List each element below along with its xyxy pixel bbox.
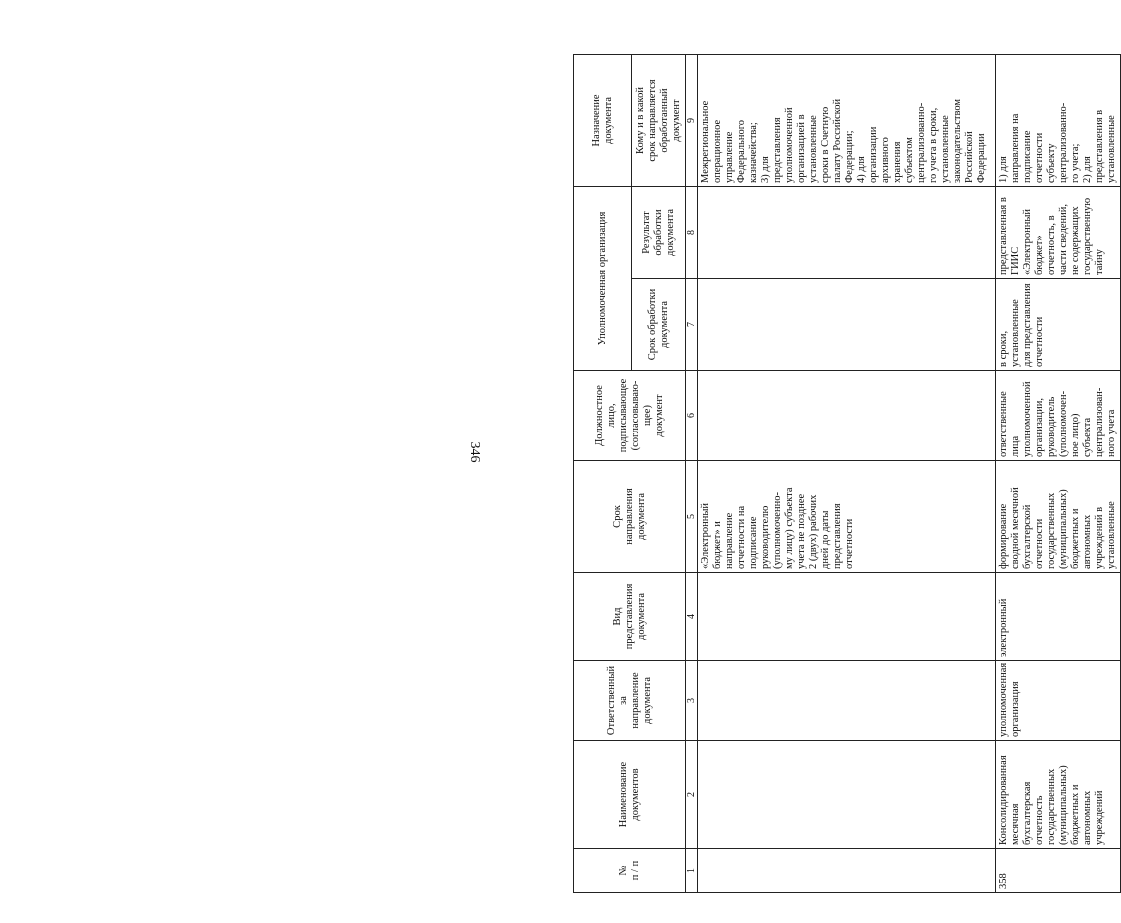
- column-number-8: 8: [686, 187, 698, 279]
- header-authorized-org-group: Уполномоченная организация: [574, 187, 632, 371]
- cell-deadline: «Электронный бюджет» и направление отчетности на подписание руководителю (уполномоченно- му лицу) субъекта учета не позднее 2 (двух) рабочих дней до даты представления отчетности: [698, 461, 996, 573]
- column-number-9: 9: [686, 55, 698, 187]
- page-number: 346: [467, 441, 482, 463]
- cell-document-name: Консолидированная месячная бухгалтерская отчетность государственных (муниципальных) бюджетных и автономных учреждений: [996, 741, 1121, 849]
- column-number-5: 5: [686, 461, 698, 573]
- column-number-7: 7: [686, 279, 698, 371]
- cell-processing-deadline: [698, 279, 996, 371]
- cell-responsible: уполномоченная организация: [996, 661, 1121, 741]
- column-number-4: 4: [686, 573, 698, 661]
- header-recipient: Кому и в какой срок направляется обработанный документ: [632, 55, 686, 187]
- cell-deadline: формирование сводной месячной бухгалтерской отчетности государственных (муниципальных) бюджетных и автономных учреждений в установленные: [996, 461, 1121, 573]
- cell-signing-official: [698, 371, 996, 461]
- column-number-2: 2: [686, 741, 698, 849]
- cell-number: 358: [996, 849, 1121, 893]
- header-number: № п / п: [574, 849, 686, 893]
- cell-processing-deadline: в сроки, установленные для представления отчетности: [996, 279, 1121, 371]
- cell-document-name: [698, 741, 996, 849]
- header-submission-type: Вид представления документа: [574, 573, 686, 661]
- cell-recipient: 1) для направления на подписание отчетности субъекту централизованно- го учета; 2) для представления в установленные: [996, 55, 1121, 187]
- table-row: [698, 55, 996, 893]
- cell-processing-result: представленная в ГИИС «Электронный бюджет» отчетность, в части сведений, не содержащих государственную тайну: [996, 187, 1121, 279]
- cell-submission-type: [698, 573, 996, 661]
- rotated-table-container: [573, 55, 1117, 893]
- cell-processing-result: [698, 187, 996, 279]
- cell-responsible: [698, 661, 996, 741]
- cell-recipient: Межрегиональное операционное управление Федерального казначейства; 3) для представления уполномоченной организацией в установленные сроки в Счетную палату Российской Федерации; 4) для организации архивного хранения субъектом централизованно- го учета в сроки, установленные законодательством Российской Федерации: [698, 55, 996, 187]
- header-document-purpose-group: Назначение документа: [574, 55, 632, 187]
- header-deadline: Срок направления документа: [574, 461, 686, 573]
- header-processing-deadline: Срок обработки документа: [632, 279, 686, 371]
- header-responsible: Ответственный за направление документа: [574, 661, 686, 741]
- cell-submission-type: электронный: [996, 573, 1121, 661]
- column-number-3: 3: [686, 661, 698, 741]
- cell-signing-official: ответственные лица уполномоченной организации, руководитель (уполномочен- ное лицо) субъекта централизован- ного учета: [996, 371, 1121, 461]
- header-document-name: Наименование документов: [574, 741, 686, 849]
- header-signing-official: Должностное лицо, подписывающее (согласовываю- щее) документ: [574, 371, 686, 461]
- column-number-1: 1: [686, 849, 698, 893]
- cell-number: [698, 849, 996, 893]
- document-table: [573, 54, 1121, 893]
- header-processing-result: Результат обработки документа: [632, 187, 686, 279]
- column-number-6: 6: [686, 371, 698, 461]
- table-row: [996, 55, 1121, 893]
